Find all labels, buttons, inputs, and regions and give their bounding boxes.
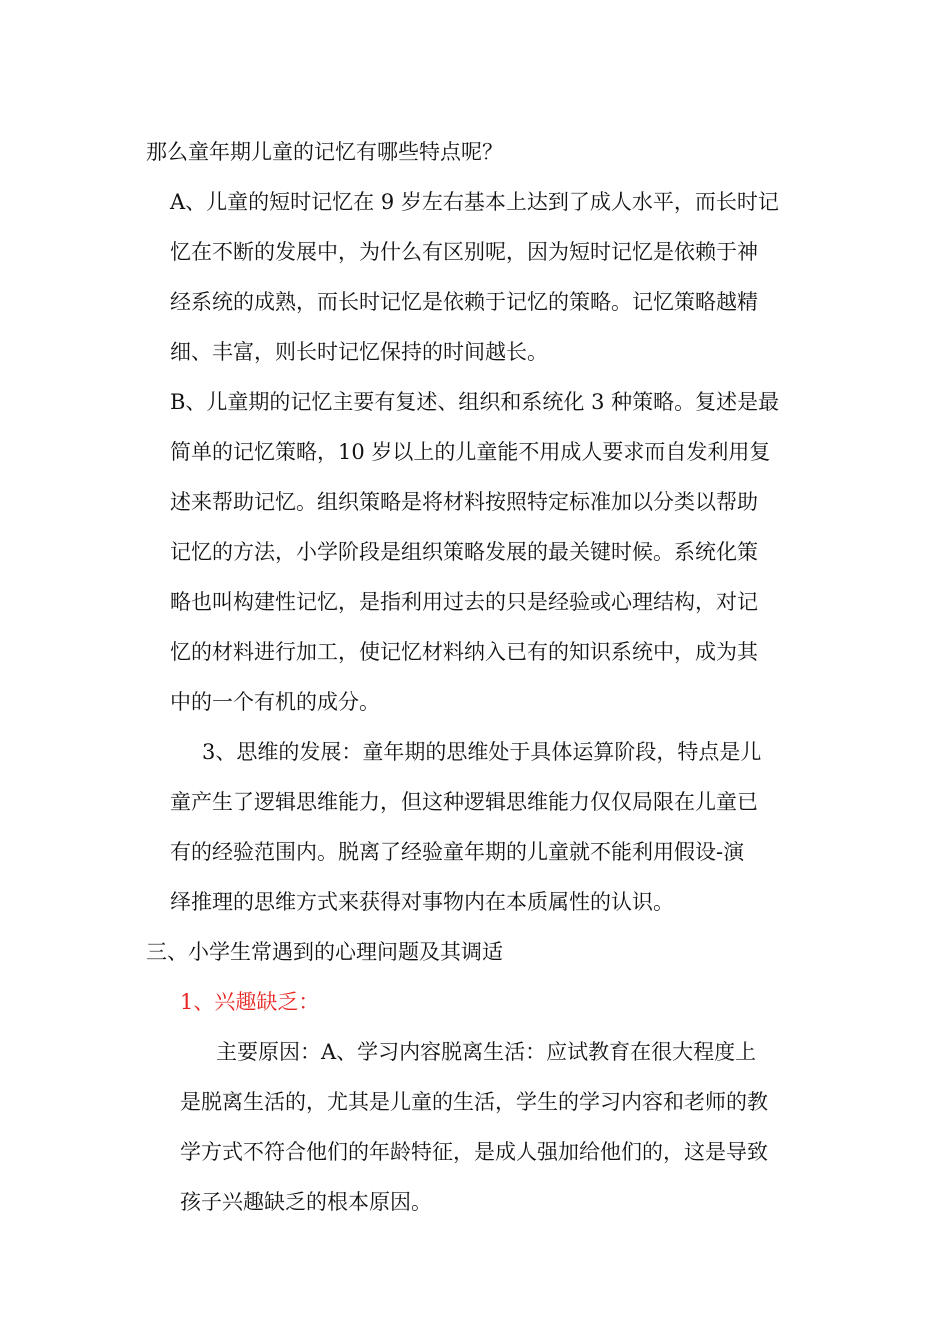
- paragraph-a-line-2: 忆在不断的发展中，为什么有区别呢，因为短时记忆是依赖于神: [170, 240, 758, 264]
- main-reason-line-1: 主要原因：A、学习内容脱离生活：应试教育在很大程度上: [216, 1040, 757, 1064]
- thinking-development-line-1: 3、思维的发展：童年期的思维处于具体运算阶段，特点是儿: [202, 740, 762, 764]
- thinking-development-line-3: 有的经验范围内。脱离了经验童年期的儿童就不能利用假设-演: [170, 840, 745, 864]
- paragraph-a-line-3: 经系统的成熟，而长时记忆是依赖于记忆的策略。记忆策略越精: [170, 290, 758, 314]
- paragraph-a-line-1: A、儿童的短时记忆在 9 岁左右基本上达到了成人水平，而长时记: [170, 190, 779, 214]
- section-three-heading: 三、小学生常遇到的心理问题及其调适: [146, 940, 503, 964]
- subheading-lack-of-interest: 1、兴趣缺乏：: [180, 990, 320, 1014]
- paragraph-b-line-7: 中的一个有机的成分。: [170, 690, 380, 714]
- paragraph-b-line-6: 忆的材料进行加工，使记忆材料纳入已有的知识系统中，成为其: [170, 640, 758, 664]
- main-reason-line-4: 孩子兴趣缺乏的根本原因。: [180, 1190, 432, 1214]
- intro-question: 那么童年期儿童的记忆有哪些特点呢？: [146, 140, 503, 164]
- thinking-development-line-2: 童产生了逻辑思维能力，但这种逻辑思维能力仅仅局限在儿童已: [170, 790, 758, 814]
- paragraph-a-line-4: 细、丰富，则长时记忆保持的时间越长。: [170, 340, 548, 364]
- paragraph-b-line-5: 略也叫构建性记忆，是指利用过去的只是经验或心理结构，对记: [170, 590, 758, 614]
- paragraph-b-line-3: 述来帮助记忆。组织策略是将材料按照特定标准加以分类以帮助: [170, 490, 758, 514]
- main-reason-line-2: 是脱离生活的，尤其是儿童的生活，学生的学习内容和老师的教: [180, 1090, 768, 1114]
- main-reason-line-3: 学方式不符合他们的年龄特征，是成人强加给他们的，这是导致: [180, 1140, 768, 1164]
- paragraph-b-line-1: B、儿童期的记忆主要有复述、组织和系统化 3 种策略。复述是最: [170, 390, 780, 414]
- paragraph-b-line-4: 记忆的方法，小学阶段是组织策略发展的最关键时候。系统化策: [170, 540, 758, 564]
- thinking-development-line-4: 绎推理的思维方式来获得对事物内在本质属性的认识。: [170, 890, 674, 914]
- paragraph-b-line-2: 简单的记忆策略，10 岁以上的儿童能不用成人要求而自发利用复: [170, 440, 771, 464]
